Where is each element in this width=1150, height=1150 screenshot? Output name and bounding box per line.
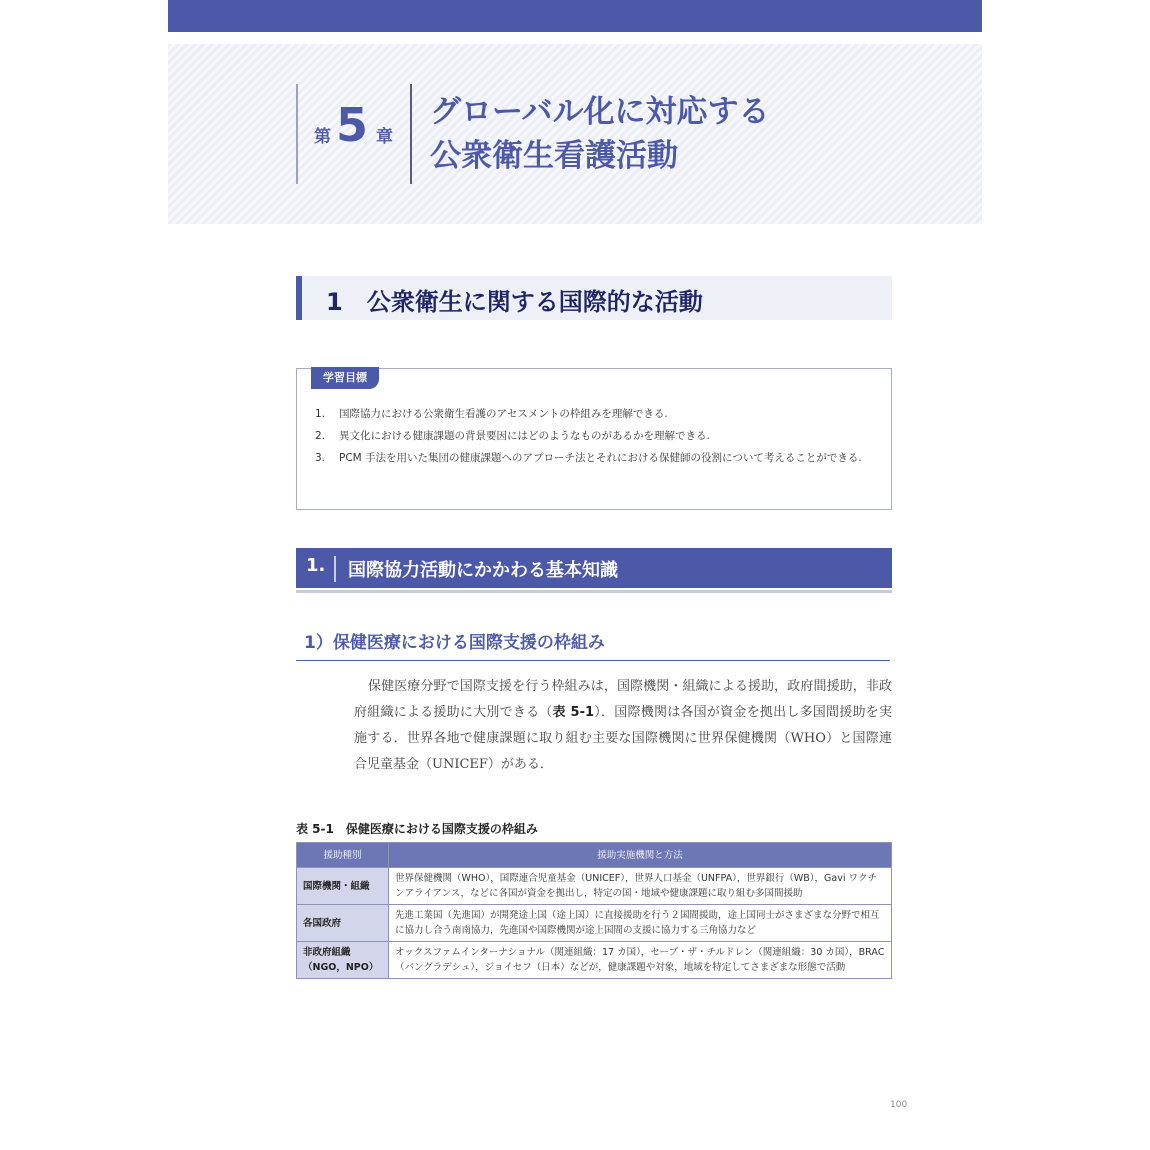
chapter-title (430, 90, 769, 178)
chapter-divider-right (410, 84, 412, 184)
table-cell-description: 先進工業国（先進国）が開発途上国（途上国）に直接援助を行う２国間援助，途上国同士がさまざまな分野で相互に協力し合う南南協力，先進国や国際機関が途上国間の支援に協力する三角協力など (389, 905, 892, 942)
chapter-label (308, 92, 404, 172)
table-reference: 表 5-1 (552, 705, 595, 720)
section-heading-accent (296, 276, 302, 320)
table-cell-description: 世界保健機関（WHO），国際連合児童基金（UNICEF），世界人口基金（UNFPA），世界銀行（WB），Gavi ワクチンアライアンス，などに各国が資金を拠出し，特定の国・地域や健康課題に取り組む多国間援助 (389, 868, 892, 905)
page-number: 100 (890, 1100, 908, 1110)
subsection-title: 国際協力活動にかかわる基本知識 (348, 560, 618, 581)
goal-number: 2. (315, 430, 326, 442)
chapter-suffix: 章 (376, 127, 393, 147)
body-text-part: 保健医療分野で国際支援を行う枠組みは，国際機関・組織による援助，政府間援助，非政府組織による援助に大別できる（ (354, 679, 892, 720)
goal-number: 1. (315, 408, 326, 420)
top-color-bar (168, 0, 982, 32)
support-framework-table (296, 842, 892, 979)
goal-number: 3. (315, 452, 326, 464)
list-item (315, 425, 881, 447)
subsection-underline (296, 590, 892, 593)
body-paragraph (354, 674, 892, 778)
learning-goals-label: 学習目標 (311, 367, 379, 389)
table-header-row (297, 843, 892, 868)
section-title: 公衆衛生に関する国際的な活動 (366, 288, 703, 316)
chapter-prefix: 第 (314, 127, 331, 147)
table-cell-category: 各国政府 (297, 905, 389, 942)
body-text-part: ）．国際機関は各国が資金を拠出し多国間援助を実施する．世界各地で健康課題に取り組む主要な国際機関に世界保健機関（WHO）と国際連合児童基金（UNICEF）がある． (354, 705, 892, 772)
table-row (297, 942, 892, 979)
table-cell-description: オックスファムインターナショナル（関連組織：17 カ国），セーブ・ザ・チルドレン（関連組織：30 カ国），BRAC（バングラデシュ），ジョイセフ（日本）などが，健康課題や対象，地域を特定してさまざまな形態で活動 (389, 942, 892, 979)
table-row (297, 905, 892, 942)
subsubsection-title: 1）保健医療における国際支援の枠組み (304, 633, 605, 653)
table-header: 援助実施機関と方法 (389, 843, 892, 868)
table-cell-category: 国際機関・組織 (297, 868, 389, 905)
goal-text: 異文化における健康課題の背景要因にはどのようなものがあるかを理解できる. (339, 430, 710, 442)
table-cell-category: 非政府組織（NGO，NPO） (297, 942, 389, 979)
subsection-heading (296, 548, 892, 588)
table-row (297, 868, 892, 905)
chapter-number: 5 (336, 98, 369, 152)
list-item (315, 447, 881, 469)
document-page (168, 0, 982, 1150)
learning-goals-list (315, 403, 881, 469)
chapter-divider-left (296, 84, 298, 184)
subsubsection-heading (296, 626, 890, 661)
section-heading (296, 276, 892, 320)
learning-goals-box (296, 368, 892, 510)
goal-text: 国際協力における公衆衛生看護のアセスメントの枠組みを理解できる. (339, 408, 668, 420)
table-header: 援助種別 (297, 843, 389, 868)
list-item (315, 403, 881, 425)
chapter-title-line1: グローバル化に対応する (430, 94, 770, 130)
goal-text: PCM 手法を用いた集団の健康課題へのアプローチ法とそれにおける保健師の役割について考えることができる. (339, 452, 862, 464)
table-caption: 表 5-1 保健医療における国際支援の枠組み (296, 822, 538, 836)
subsection-divider (334, 556, 336, 582)
subsection-number: 1. (306, 555, 326, 576)
chapter-title-line2: 公衆衛生看護活動 (430, 138, 678, 174)
section-number: 1 (326, 288, 343, 316)
